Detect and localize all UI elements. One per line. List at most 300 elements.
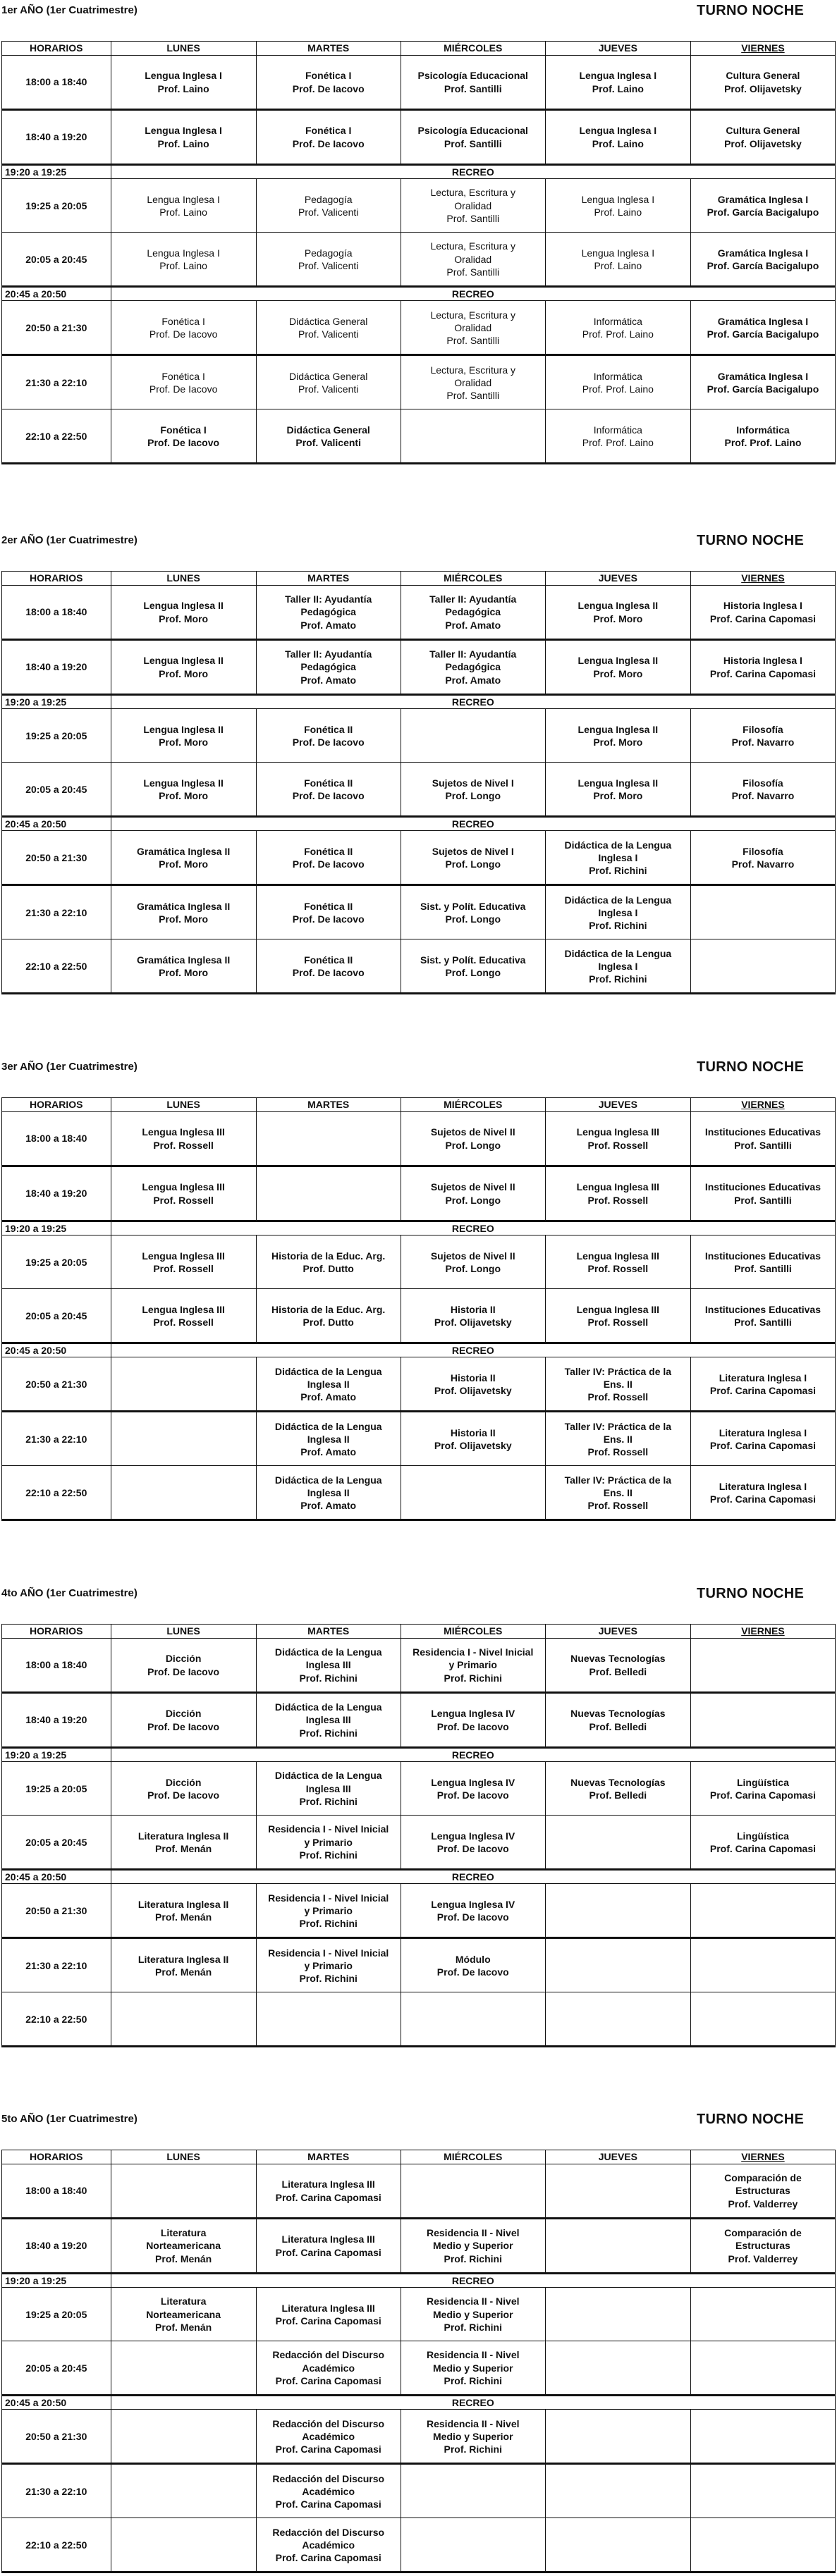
subject-line: Pedagógica	[300, 661, 356, 673]
time-cell: 20:05 a 20:45	[2, 2341, 111, 2396]
teacher-name: Prof. Richini	[299, 1672, 358, 1684]
teacher-name: Prof. De Iacovo	[436, 1720, 509, 1732]
turno-label: TURNO NOCHE	[697, 1586, 805, 1601]
class-cell	[256, 2518, 401, 2572]
teacher-name: Prof. Richini	[444, 2253, 502, 2264]
teacher-name: Prof. Moro	[159, 736, 209, 748]
subject-line: Sist. y Polít. Educativa	[420, 900, 526, 912]
subject-line: Cultura General	[726, 125, 800, 137]
time-cell: 20:45 a 20:50	[2, 1343, 111, 1357]
column-header-2: MARTES	[256, 2150, 401, 2164]
subject-line: Lengua Inglesa IV	[431, 1830, 515, 1842]
teacher-name: Prof. Carina Capomasi	[709, 1493, 817, 1505]
column-header-1: LUNES	[111, 572, 256, 586]
teacher-name: Prof. Carina Capomasi	[275, 2315, 381, 2327]
subject-line: Lengua Inglesa III	[142, 1126, 225, 1138]
class-cell	[401, 939, 545, 994]
subject-line: Nuevas Tecnologías	[570, 1708, 666, 1720]
column-header-1: LUNES	[111, 1625, 256, 1639]
subject-line: Didáctica de la Lengua	[274, 1474, 382, 1486]
empty-cell	[690, 2341, 835, 2396]
teacher-name: Prof. De Iacovo	[292, 858, 365, 870]
teacher-name: Prof. Laino	[592, 82, 644, 94]
subject-line: Historia Inglesa I	[723, 600, 802, 612]
teacher-name: Prof. Moro	[593, 789, 643, 801]
empty-cell	[256, 1992, 401, 2047]
class-cell	[256, 2288, 401, 2341]
empty-cell	[256, 1166, 401, 1221]
teacher-name: Prof. Amato	[445, 674, 501, 686]
teacher-name: Prof. Santilli	[734, 1316, 792, 1328]
class-cell	[690, 831, 835, 885]
subject-line: Literatura Inglesa I	[719, 1480, 807, 1492]
subject-line: Cultura General	[726, 70, 800, 82]
subject-line: Fonética I	[305, 125, 352, 137]
table-row	[2, 2518, 836, 2572]
class-cell	[401, 301, 545, 355]
class-cell	[111, 1693, 256, 1748]
teacher-name: Prof. Menán	[155, 2253, 212, 2264]
class-cell	[256, 2219, 401, 2274]
teacher-name: Prof. Richini	[299, 1917, 358, 1929]
subject-line: Literatura Inglesa I	[719, 1426, 807, 1438]
subject-line: Inglesa II	[307, 1378, 350, 1390]
empty-cell	[690, 939, 835, 994]
empty-cell	[690, 1693, 835, 1748]
empty-cell	[545, 2464, 690, 2518]
class-cell	[545, 56, 690, 110]
teacher-name: Prof. Richini	[299, 1849, 358, 1861]
teacher-name: Prof. Santilli	[444, 82, 502, 94]
schedule-header	[0, 1056, 837, 1085]
subject-line: Norteamericana	[146, 2240, 221, 2252]
class-cell	[111, 1289, 256, 1343]
column-header-3: MIÉRCOLES	[401, 2150, 545, 2164]
teacher-name: Prof. Santilli	[444, 137, 502, 149]
teacher-name: Prof. Santilli	[446, 266, 500, 278]
header-row	[2, 1625, 836, 1639]
recreo-label: RECREO	[111, 287, 835, 301]
subject-line: Filosofía	[743, 845, 783, 857]
class-cell	[111, 885, 256, 939]
subject-line: Pedagogía	[304, 193, 353, 205]
class-cell	[545, 1235, 690, 1289]
subject-line: Literatura Inglesa III	[281, 2233, 375, 2245]
schedule-section	[0, 0, 837, 448]
schedule-table	[1, 1624, 836, 2047]
class-cell	[690, 586, 835, 640]
class-cell	[111, 2219, 256, 2274]
subject-line: Filosofía	[743, 777, 783, 789]
class-cell	[545, 763, 690, 817]
class-cell	[256, 56, 401, 110]
teacher-name: Prof. Olijavetsky	[434, 1439, 512, 1451]
subject-line: y Primario	[448, 1659, 497, 1671]
teacher-name: Prof. Moro	[159, 789, 209, 801]
subject-line: Oralidad	[454, 376, 492, 388]
empty-cell	[545, 1816, 690, 1870]
recreo-label: RECREO	[111, 165, 835, 179]
teacher-name: Prof. Navarro	[731, 789, 795, 801]
time-cell: 18:00 a 18:40	[2, 586, 111, 640]
teacher-name: Prof. De Iacovo	[436, 1966, 509, 1978]
class-cell	[545, 409, 690, 464]
empty-cell	[690, 2410, 835, 2464]
teacher-name: Prof. De Iacovo	[147, 1720, 220, 1732]
table-row	[2, 56, 836, 110]
teacher-name: Prof. Moro	[159, 858, 209, 870]
empty-cell	[401, 2464, 545, 2518]
subject-line: Dicción	[165, 1708, 202, 1720]
subject-line: Inglesa III	[305, 1659, 351, 1671]
table-row	[2, 2219, 836, 2274]
empty-cell	[111, 2518, 256, 2572]
subject-line: Historia II	[450, 1303, 496, 1315]
teacher-name: Prof. De Iacovo	[292, 82, 365, 94]
teacher-name: Prof. Prof. Laino	[582, 436, 654, 448]
teacher-name: Prof. Rossell	[153, 1139, 214, 1151]
subject-line: Oralidad	[454, 253, 492, 265]
table-row	[2, 1762, 836, 1816]
teacher-name: Prof. Rossell	[587, 1139, 649, 1151]
teacher-name: Prof. Santilli	[446, 212, 500, 224]
subject-line: Fonética II	[304, 900, 353, 912]
empty-cell	[111, 2341, 256, 2396]
schedule-title: 3er AÑO (1er Cuatrimestre)	[1, 1061, 138, 1073]
class-cell	[690, 640, 835, 695]
turno-label: TURNO NOCHE	[697, 2112, 805, 2127]
teacher-name: Prof. Santilli	[734, 1139, 792, 1151]
teacher-name: Prof. Laino	[157, 82, 209, 94]
time-cell: 21:30 a 22:10	[2, 1938, 111, 1992]
class-cell	[111, 1762, 256, 1816]
subject-line: Gramática Inglesa II	[136, 900, 231, 912]
class-cell	[401, 763, 545, 817]
class-cell	[256, 179, 401, 233]
recreo-label: RECREO	[111, 1343, 835, 1357]
teacher-name: Prof. Prof. Laino	[582, 328, 654, 340]
recreo-row	[2, 2274, 836, 2288]
subject-line: Lengua Inglesa IV	[431, 1708, 515, 1720]
teacher-name: Prof. Carina Capomasi	[275, 2498, 381, 2510]
empty-cell	[401, 409, 545, 464]
class-cell	[690, 1466, 835, 1520]
subject-line: Literatura	[160, 2295, 207, 2307]
class-cell	[545, 885, 690, 939]
schedule-section	[0, 530, 837, 985]
teacher-name: Prof. Prof. Laino	[724, 436, 802, 448]
teacher-name: Prof. Amato	[300, 1499, 357, 1511]
subject-line: Taller II: Ayudantía	[285, 648, 372, 660]
teacher-name: Prof. Richini	[444, 2374, 502, 2386]
teacher-name: Prof. Dutto	[303, 1316, 354, 1328]
class-cell	[401, 1235, 545, 1289]
class-cell	[401, 640, 545, 695]
class-cell	[111, 1938, 256, 1992]
class-cell	[401, 1412, 545, 1466]
schedule-title: 4to AÑO (1er Cuatrimestre)	[1, 1587, 138, 1599]
teacher-name: Prof. De Iacovo	[149, 383, 218, 395]
subject-line: Residencia I - Nivel Inicial	[268, 1892, 389, 1904]
subject-line: Lengua Inglesa II	[578, 600, 659, 612]
subject-line: Lengua Inglesa IV	[431, 1898, 515, 1910]
subject-line: Inglesa I	[598, 906, 638, 918]
class-cell	[401, 1357, 545, 1412]
subject-line: Fonética II	[304, 845, 353, 857]
subject-line: Psicología Educacional	[417, 70, 528, 82]
class-cell	[690, 233, 835, 287]
teacher-name: Prof. Rossell	[587, 1316, 649, 1328]
teacher-name: Prof. García Bacigalupo	[707, 259, 819, 271]
class-cell	[256, 2341, 401, 2396]
subject-line: Fonética I	[161, 370, 205, 382]
class-cell	[256, 1412, 401, 1466]
subject-line: Gramática Inglesa I	[717, 370, 809, 382]
time-cell: 20:45 a 20:50	[2, 1870, 111, 1884]
time-cell: 19:20 a 19:25	[2, 695, 111, 709]
class-cell	[545, 1693, 690, 1748]
class-cell	[401, 355, 545, 409]
table-row	[2, 1992, 836, 2047]
teacher-name: Prof. Valicenti	[295, 436, 361, 448]
class-cell	[401, 1639, 545, 1693]
teacher-name: Prof. Richini	[444, 1672, 502, 1684]
subject-line: Lengua Inglesa I	[147, 247, 220, 259]
class-cell	[401, 179, 545, 233]
class-cell	[401, 233, 545, 287]
teacher-name: Prof. Laino	[594, 206, 642, 218]
table-row	[2, 1466, 836, 1520]
table-row	[2, 763, 836, 817]
teacher-name: Prof. Laino	[592, 137, 644, 149]
schedule-table	[1, 571, 836, 994]
header-row	[2, 2150, 836, 2164]
time-cell: 19:25 a 20:05	[2, 709, 111, 763]
time-cell: 22:10 a 22:50	[2, 2518, 111, 2572]
column-header-2: MARTES	[256, 1098, 401, 1112]
subject-line: Sist. y Polít. Educativa	[420, 954, 526, 966]
subject-line: Oralidad	[454, 321, 492, 333]
table-row	[2, 301, 836, 355]
subject-line: Historia II	[450, 1426, 496, 1438]
teacher-name: Prof. Menán	[155, 1966, 212, 1978]
class-cell	[690, 2164, 835, 2219]
class-cell	[545, 110, 690, 165]
teacher-name: Prof. Longo	[445, 966, 501, 978]
subject-line: Fonética II	[304, 777, 353, 789]
column-header-2: MARTES	[256, 42, 401, 56]
subject-line: Lengua Inglesa III	[142, 1250, 225, 1262]
class-cell	[401, 2288, 545, 2341]
time-cell: 22:10 a 22:50	[2, 1992, 111, 2047]
subject-line: Didáctica de la Lengua	[564, 839, 672, 851]
class-cell	[256, 885, 401, 939]
subject-line: Pedagógica	[445, 606, 501, 618]
subject-line: Fonética II	[304, 954, 353, 966]
class-cell	[545, 1289, 690, 1343]
column-header-2: MARTES	[256, 572, 401, 586]
time-cell: 20:50 a 21:30	[2, 1357, 111, 1412]
table-row	[2, 1693, 836, 1748]
table-row	[2, 233, 836, 287]
class-cell	[401, 1938, 545, 1992]
class-cell	[256, 1816, 401, 1870]
column-header-3: MIÉRCOLES	[401, 1625, 545, 1639]
teacher-name: Prof. Richini	[589, 864, 647, 876]
class-cell	[111, 301, 256, 355]
table-row	[2, 1357, 836, 1412]
subject-line: Taller II: Ayudantía	[429, 593, 517, 605]
table-row	[2, 1639, 836, 1693]
class-cell	[111, 110, 256, 165]
subject-line: Didáctica General	[286, 424, 370, 436]
subject-line: Medio y Superior	[432, 2240, 513, 2252]
teacher-name: Prof. Richini	[299, 1727, 358, 1739]
teacher-name: Prof. Amato	[445, 619, 501, 631]
teacher-name: Prof. Santilli	[734, 1262, 792, 1274]
subject-line: y Primario	[304, 1904, 353, 1916]
schedule-header	[0, 1583, 837, 1611]
class-cell	[111, 1639, 256, 1693]
table-row	[2, 939, 836, 994]
subject-line: Residencia I - Nivel Inicial	[268, 1823, 389, 1835]
teacher-name: Prof. Richini	[444, 2321, 502, 2333]
subject-line: Sujetos de Nivel II	[430, 1250, 515, 1262]
empty-cell	[401, 1466, 545, 1520]
teacher-name: Prof. Moro	[593, 736, 643, 748]
subject-line: Lingüística	[736, 1776, 789, 1788]
subject-line: Taller II: Ayudantía	[429, 648, 517, 660]
teacher-name: Prof. Menán	[155, 1842, 212, 1854]
class-cell	[256, 2464, 401, 2518]
class-cell	[401, 2410, 545, 2464]
time-cell: 20:50 a 21:30	[2, 2410, 111, 2464]
time-cell: 20:50 a 21:30	[2, 1884, 111, 1938]
class-cell	[111, 2288, 256, 2341]
class-cell	[111, 355, 256, 409]
time-cell: 20:45 a 20:50	[2, 2396, 111, 2410]
empty-cell	[545, 2288, 690, 2341]
teacher-name: Prof. Carina Capomasi	[709, 1789, 817, 1801]
class-cell	[545, 179, 690, 233]
teacher-name: Prof. Moro	[159, 966, 209, 978]
empty-cell	[545, 2410, 690, 2464]
teacher-name: Prof. Moro	[159, 667, 209, 679]
subject-line: Lengua Inglesa I	[581, 247, 655, 259]
teacher-name: Prof. Longo	[445, 1262, 501, 1274]
class-cell	[256, 233, 401, 287]
class-cell	[256, 1466, 401, 1520]
time-cell: 20:05 a 20:45	[2, 233, 111, 287]
subject-line: Sujetos de Nivel I	[432, 777, 514, 789]
teacher-name: Prof. De Iacovo	[292, 913, 365, 925]
class-cell	[545, 1639, 690, 1693]
turno-label: TURNO NOCHE	[697, 1059, 805, 1075]
class-cell	[111, 233, 256, 287]
schedule-table	[1, 1097, 836, 1521]
column-header-2: MARTES	[256, 1625, 401, 1639]
class-cell	[690, 179, 835, 233]
subject-line: Sujetos de Nivel II	[430, 1126, 515, 1138]
class-cell	[256, 1938, 401, 1992]
class-cell	[690, 110, 835, 165]
teacher-name: Prof. Laino	[159, 259, 207, 271]
class-cell	[401, 1166, 545, 1221]
recreo-row	[2, 2396, 836, 2410]
teacher-name: Prof. Longo	[445, 913, 501, 925]
subject-line: Lengua Inglesa I	[145, 70, 222, 82]
subject-line: Inglesa II	[307, 1486, 350, 1498]
recreo-row	[2, 695, 836, 709]
column-header-0: HORARIOS	[2, 42, 111, 56]
empty-cell	[401, 2164, 545, 2219]
class-cell	[545, 355, 690, 409]
teacher-name: Prof. Valderrey	[728, 2253, 798, 2264]
class-cell	[256, 763, 401, 817]
subject-line: Gramática Inglesa II	[136, 845, 231, 857]
table-row	[2, 709, 836, 763]
subject-line: Literatura Inglesa II	[138, 1898, 229, 1910]
time-cell: 21:30 a 22:10	[2, 1412, 111, 1466]
table-row	[2, 179, 836, 233]
teacher-name: Prof. Amato	[300, 1391, 357, 1403]
subject-line: Residencia II - Nivel	[427, 2227, 520, 2239]
subject-line: Fonética I	[160, 424, 207, 436]
subject-line: Lengua Inglesa I	[579, 70, 657, 82]
empty-cell	[690, 1884, 835, 1938]
subject-line: Lengua Inglesa II	[143, 723, 224, 735]
subject-line: Lengua Inglesa III	[576, 1303, 660, 1315]
teacher-name: Prof. De Iacovo	[292, 736, 365, 748]
subject-line: Académico	[302, 2430, 355, 2442]
schedule-section	[0, 1056, 837, 1511]
subject-line: Instituciones Educativas	[704, 1250, 821, 1262]
class-cell	[111, 640, 256, 695]
class-cell	[111, 1884, 256, 1938]
time-cell: 21:30 a 22:10	[2, 2464, 111, 2518]
table-row	[2, 1112, 836, 1166]
subject-line: Literatura	[160, 2227, 207, 2239]
class-cell	[256, 1693, 401, 1748]
table-row	[2, 355, 836, 409]
empty-cell	[545, 1884, 690, 1938]
teacher-name: Prof. Rossell	[153, 1194, 214, 1206]
class-cell	[111, 1166, 256, 1221]
teacher-name: Prof. Richini	[299, 1972, 358, 1984]
time-cell: 20:50 a 21:30	[2, 831, 111, 885]
subject-line: Psicología Educacional	[417, 125, 528, 137]
subject-line: Lengua Inglesa I	[145, 125, 222, 137]
teacher-name: Prof. Carina Capomasi	[709, 612, 817, 624]
subject-line: Ens. II	[603, 1486, 633, 1498]
empty-cell	[690, 2464, 835, 2518]
empty-cell	[545, 2341, 690, 2396]
schedule-title: 2er AÑO (1er Cuatrimestre)	[1, 534, 138, 546]
subject-line: Didáctica de la Lengua	[274, 1646, 382, 1658]
column-header-1: LUNES	[111, 1098, 256, 1112]
teacher-name: Prof. De Iacovo	[147, 1665, 220, 1677]
class-cell	[401, 110, 545, 165]
class-cell	[545, 1357, 690, 1412]
subject-line: Estructuras	[735, 2240, 790, 2252]
class-cell	[401, 586, 545, 640]
class-cell	[401, 2219, 545, 2274]
subject-line: y Primario	[304, 1836, 353, 1848]
class-cell	[401, 1112, 545, 1166]
class-cell	[545, 1762, 690, 1816]
subject-line: Lengua Inglesa III	[576, 1250, 660, 1262]
subject-line: Informática	[593, 315, 642, 327]
